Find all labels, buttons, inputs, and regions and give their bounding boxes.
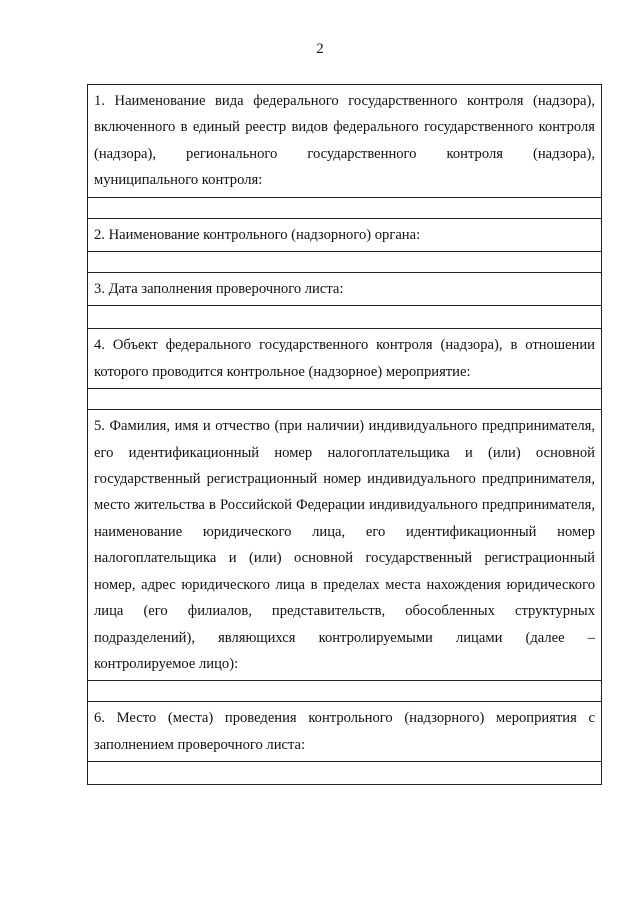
answer-field-fill-date[interactable] (88, 306, 602, 329)
answer-field-controlled-person[interactable] (88, 681, 602, 702)
answer-field-inspection-place[interactable] (88, 762, 602, 785)
table-row (88, 252, 602, 273)
question-control-body-name: 2. Наименование контрольного (надзорного) органа: (88, 218, 602, 251)
table-row (88, 681, 602, 702)
question-controlled-person: 5. Фамилия, имя и отчество (при наличии) индивидуального предпринимателя, его идентификационный номер налогоплательщика и (или) основной государственный регистрационный номер индивидуального предпринимателя, место жительства в Российской Федерации индивидуального предпринимателя, наименование юридического лица, его идентификационный номер налогоплательщика и (или) основной государственный регистрационный номер, адрес юридического лица в пределах места нахождения юридического лица (его филиалов, представительств, обособленных структурных подразделений), являющихся контролируемыми лицами (далее – контролируемое лицо): (88, 410, 602, 681)
table-row (88, 306, 602, 329)
table-row (88, 273, 602, 306)
question-agency-control-type: 1. Наименование вида федерального государственного контроля (надзора), включенного в единый реестр видов федерального государственного контроля (надзора), регионального государственного контроля (надзора), муниципального контроля: (88, 85, 602, 198)
table-row (88, 389, 602, 410)
answer-field-control-object[interactable] (88, 389, 602, 410)
answer-field-control-type[interactable] (88, 197, 602, 218)
answer-field-control-body[interactable] (88, 252, 602, 273)
table-row (88, 762, 602, 785)
question-fill-date: 3. Дата заполнения проверочного листа: (88, 273, 602, 306)
question-inspection-place: 6. Место (места) проведения контрольного (надзорного) мероприятия с заполнением проверочного листа: (88, 702, 602, 762)
table-row (88, 85, 602, 198)
table-row (88, 410, 602, 681)
table-row (88, 329, 602, 389)
table-row (88, 218, 602, 251)
question-control-object: 4. Объект федерального государственного контроля (надзора), в отношении которого проводится контрольное (надзорное) мероприятие: (88, 329, 602, 389)
table-row (88, 702, 602, 762)
table-row (88, 197, 602, 218)
page-number: 2 (316, 41, 324, 57)
checklist-header-table (87, 84, 602, 785)
